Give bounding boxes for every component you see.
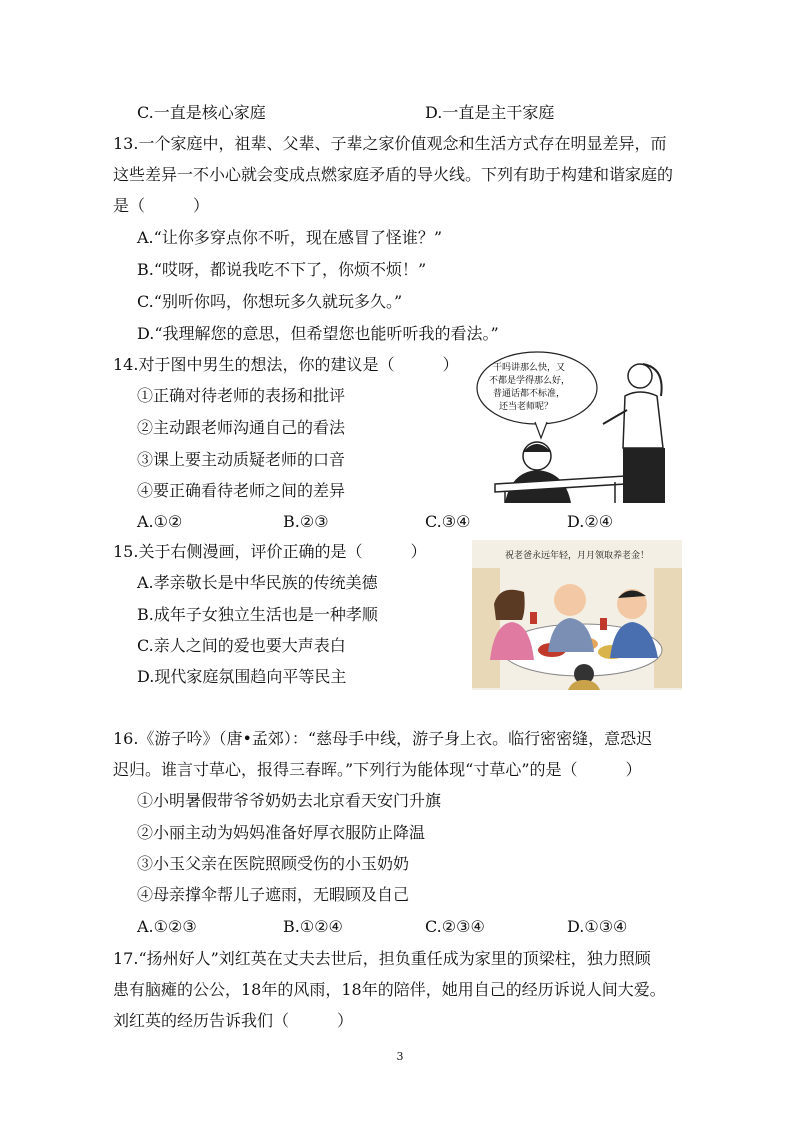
bubble-line-3: 普通话都不标准， (493, 389, 566, 399)
q15-option-a: A.孝亲敬长是中华民族的传统美德 (137, 573, 378, 592)
cartoon-caption: 祝老爸永远年轻，月月领取养老金！ (504, 551, 650, 561)
q16-option-d: D.①③④ (567, 917, 628, 936)
q15-cartoon (472, 540, 682, 690)
q14-stem: 14.对于图中男生的想法，你的建议是（ ） (113, 355, 459, 374)
q14-option-a: A.①② (137, 512, 183, 531)
q13-option-a: A.“让你多穿点你不听，现在感冒了怪谁？” (137, 228, 443, 247)
q16-option-a: A.①②③ (137, 917, 197, 936)
q16-item-3: ③小玉父亲在医院照顾受伤的小玉奶奶 (137, 854, 410, 873)
q12-option-d: D.一直是主干家庭 (425, 103, 555, 122)
q14-cartoon (475, 348, 685, 503)
q14-item-3: ③课上要主动质疑老师的口音 (137, 450, 346, 469)
q13-option-c: C.“别听你吗，你想玩多久就玩多久。” (137, 292, 403, 311)
q17-stem-line-2: 患有脑瘫的公公，18年的风雨，18年的陪伴，她用自己的经历诉说人间大爱。 (113, 980, 666, 999)
q16-option-b: B.①②④ (283, 917, 343, 936)
q13-stem-line-1: 13.一个家庭中，祖辈、父辈、子辈之家价值观念和生活方式存在明显差异，而 (113, 134, 667, 153)
q16-stem-line-1: 16.《游子吟》（唐•孟郊）：“慈母手中线，游子身上衣。临行密密缝，意恐迟 (113, 729, 653, 748)
q17-stem-line-1: 17.“扬州好人”刘红英在丈夫去世后，担负重任成为家里的顶梁柱，独力照顾 (113, 949, 651, 968)
q16-item-2: ②小丽主动为妈妈准备好厚衣服防止降温 (137, 823, 426, 842)
page-number: 3 (396, 1050, 404, 1063)
q16-item-1: ①小明暑假带爷爷奶奶去北京看天安门升旗 (137, 791, 442, 810)
q14-option-b: B.②③ (283, 512, 329, 531)
q15-option-c: C.亲人之间的爱也要大声表白 (137, 636, 346, 655)
q14-option-c: C.③④ (425, 512, 471, 531)
q16-item-4: ④母亲撑伞帮儿子遮雨，无暇顾及自己 (137, 885, 410, 904)
q16-stem-line-2: 迟归。谁言寸草心，报得三春晖。”下列行为能体现“寸草心”的是（ ） (113, 760, 642, 779)
q13-option-b: B.“哎呀，都说我吃不下了，你烦不烦！” (137, 260, 427, 279)
q12-option-c: C.一直是核心家庭 (137, 103, 266, 122)
bubble-line-4: 还当老师呢？ (499, 402, 554, 412)
q13-stem-line-3: 是（ ） (113, 196, 210, 215)
q15-stem: 15.关于右侧漫画，评价正确的是（ ） (113, 542, 427, 561)
q14-item-4: ④要正确看待老师之间的差异 (137, 481, 346, 500)
q13-stem-line-2: 这些差异一不小心就会变成点燃家庭矛盾的导火线。下列有助于构建和谐家庭的 (113, 165, 674, 184)
bubble-line-2: 不都是学得那么好， (489, 376, 571, 386)
q14-item-1: ①正确对待老师的表扬和批评 (137, 386, 346, 405)
q13-option-d: D.“我理解您的意思，但希望您也能听听我的看法。” (137, 324, 499, 343)
bubble-line-1: 干吗讲那么快，又 (493, 363, 566, 373)
q14-item-2: ②主动跟老师沟通自己的看法 (137, 418, 346, 437)
q17-stem-line-3: 刘红英的经历告诉我们（ ） (113, 1011, 354, 1030)
q16-option-c: C.②③④ (425, 917, 485, 936)
q15-option-b: B.成年子女独立生活也是一种孝顺 (137, 605, 378, 624)
q15-option-d: D.现代家庭氛围趋向平等民主 (137, 667, 347, 686)
q14-option-d: D.②④ (567, 512, 614, 531)
